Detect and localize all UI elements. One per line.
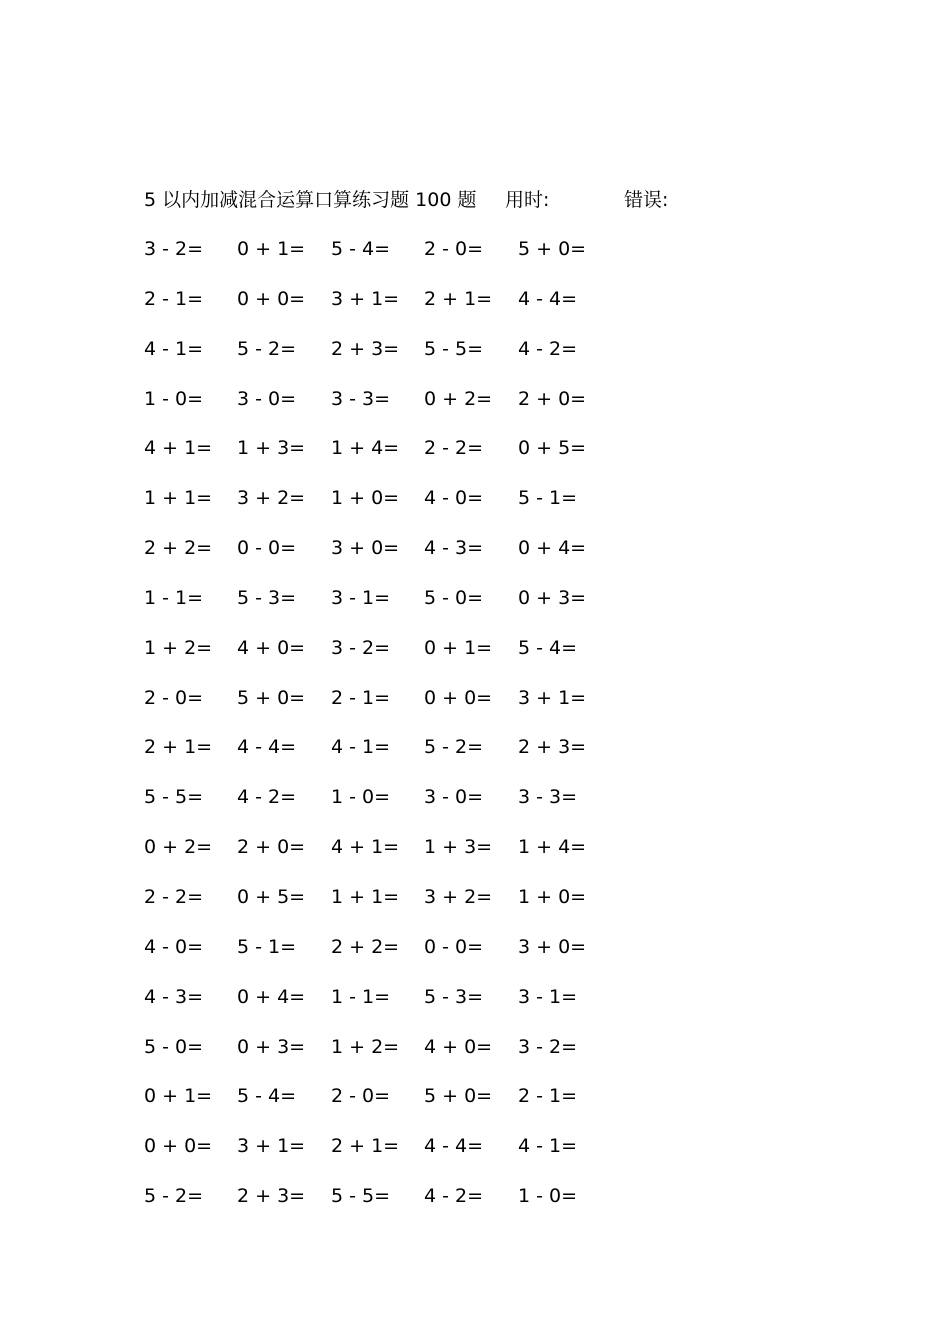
problem-item: 5 - 2= xyxy=(424,736,484,759)
problem-row xyxy=(144,484,644,534)
problem-item: 3 - 2= xyxy=(144,238,204,260)
problem-item: 2 - 0= xyxy=(424,238,484,260)
problem-item: 0 + 0= xyxy=(144,1135,213,1158)
problem-item: 0 + 2= xyxy=(424,387,493,410)
problem-item: 0 + 2= xyxy=(144,836,213,859)
problem-item: 1 + 3= xyxy=(424,836,493,859)
problem-item: 2 + 2= xyxy=(144,537,213,560)
problem-item: 5 - 0= xyxy=(144,1035,204,1058)
problem-item: 5 - 4= xyxy=(237,1085,297,1108)
problem-item: 2 + 1= xyxy=(424,287,493,310)
problem-item: 1 - 1= xyxy=(331,985,391,1008)
problem-item: 3 - 3= xyxy=(331,387,391,410)
problem-item: 5 - 2= xyxy=(144,1185,204,1208)
problem-item: 3 + 1= xyxy=(237,1135,306,1158)
problem-item: 4 - 3= xyxy=(424,537,484,560)
problem-item: 5 + 0= xyxy=(424,1085,493,1108)
problem-item: 3 + 1= xyxy=(331,287,400,310)
problem-item: 3 - 0= xyxy=(237,387,297,410)
problem-item: 1 - 0= xyxy=(331,786,391,809)
errors-label: 错误: xyxy=(624,189,669,211)
problem-item: 2 + 3= xyxy=(518,736,587,759)
problem-row xyxy=(144,235,644,285)
problem-item: 2 + 1= xyxy=(331,1135,400,1158)
problem-row xyxy=(144,335,644,385)
problem-item: 5 - 1= xyxy=(518,487,578,510)
worksheet-title: 5 以内加减混合运算口算练习题 100 题 xyxy=(144,189,477,211)
problem-item: 3 + 0= xyxy=(331,537,400,560)
problem-item: 5 - 5= xyxy=(331,1185,391,1208)
problem-row xyxy=(144,883,644,933)
problem-item: 5 - 4= xyxy=(518,636,578,659)
problem-row xyxy=(144,833,644,883)
problem-item: 3 - 2= xyxy=(518,1035,578,1058)
problem-item: 0 + 5= xyxy=(518,437,587,460)
problem-item: 4 - 0= xyxy=(144,935,204,958)
problem-item: 0 - 0= xyxy=(237,537,297,560)
problem-item: 0 + 3= xyxy=(237,1035,306,1058)
problem-item: 3 + 0= xyxy=(518,935,587,958)
problem-item: 0 + 0= xyxy=(237,287,306,310)
problem-item: 2 + 2= xyxy=(331,935,400,958)
problem-item: 1 - 1= xyxy=(144,586,204,609)
problem-row xyxy=(144,385,644,435)
problem-item: 5 - 4= xyxy=(331,238,391,260)
problem-item: 5 + 0= xyxy=(237,686,306,709)
problem-item: 2 - 1= xyxy=(144,287,204,310)
problem-row xyxy=(144,1182,644,1232)
problem-item: 1 - 0= xyxy=(144,387,204,410)
problem-item: 2 + 0= xyxy=(237,836,306,859)
problem-item: 0 + 1= xyxy=(237,238,306,260)
problem-item: 4 - 2= xyxy=(237,786,297,809)
problem-item: 1 - 0= xyxy=(518,1185,578,1208)
problem-item: 0 + 4= xyxy=(237,985,306,1008)
problem-item: 0 + 1= xyxy=(144,1085,213,1108)
problem-item: 4 + 1= xyxy=(144,437,213,460)
problem-item: 2 + 1= xyxy=(144,736,213,759)
problem-item: 4 + 1= xyxy=(331,836,400,859)
problem-item: 3 + 2= xyxy=(237,487,306,510)
problem-item: 4 - 1= xyxy=(144,337,204,360)
problem-item: 0 + 1= xyxy=(424,636,493,659)
problem-item: 5 - 0= xyxy=(424,586,484,609)
problem-item: 3 - 2= xyxy=(331,636,391,659)
problem-item: 1 + 1= xyxy=(144,487,213,510)
problem-row xyxy=(144,1082,644,1132)
problem-item: 1 + 0= xyxy=(518,885,587,908)
problem-item: 2 + 3= xyxy=(237,1185,306,1208)
problem-item: 5 - 1= xyxy=(237,935,297,958)
problem-item: 5 + 0= xyxy=(518,238,587,260)
problem-item: 4 + 0= xyxy=(237,636,306,659)
problem-item: 0 + 4= xyxy=(518,537,587,560)
problem-item: 2 - 1= xyxy=(331,686,391,709)
problem-item: 0 + 3= xyxy=(518,586,587,609)
problem-item: 2 - 2= xyxy=(144,885,204,908)
problem-row xyxy=(144,733,644,783)
problem-row xyxy=(144,434,644,484)
problem-item: 5 - 3= xyxy=(424,985,484,1008)
problem-item: 1 + 2= xyxy=(144,636,213,659)
problem-item: 5 - 3= xyxy=(237,586,297,609)
problem-item: 4 - 2= xyxy=(424,1185,484,1208)
problem-item: 4 - 1= xyxy=(518,1135,578,1158)
problem-item: 5 - 2= xyxy=(237,337,297,360)
problem-item: 1 + 3= xyxy=(237,437,306,460)
problem-item: 1 + 4= xyxy=(331,437,400,460)
problem-item: 4 - 4= xyxy=(424,1135,484,1158)
problem-item: 0 + 0= xyxy=(424,686,493,709)
problem-row xyxy=(144,1033,644,1083)
problem-item: 4 + 0= xyxy=(424,1035,493,1058)
problem-item: 1 + 2= xyxy=(331,1035,400,1058)
problem-item: 5 - 5= xyxy=(144,786,204,809)
problem-item: 3 - 1= xyxy=(518,985,578,1008)
problem-item: 3 + 2= xyxy=(424,885,493,908)
problem-item: 3 - 0= xyxy=(424,786,484,809)
problem-item: 3 - 1= xyxy=(331,586,391,609)
problem-item: 1 + 1= xyxy=(331,885,400,908)
problem-item: 4 - 0= xyxy=(424,487,484,510)
problem-item: 4 - 3= xyxy=(144,985,204,1008)
problem-item: 1 + 4= xyxy=(518,836,587,859)
problem-item: 0 + 5= xyxy=(237,885,306,908)
problem-item: 2 - 0= xyxy=(144,686,204,709)
problem-row xyxy=(144,983,644,1033)
problem-item: 2 + 3= xyxy=(331,337,400,360)
problem-row xyxy=(144,684,644,734)
problem-item: 2 + 0= xyxy=(518,387,587,410)
problem-row xyxy=(144,584,644,634)
problem-item: 0 - 0= xyxy=(424,935,484,958)
problem-item: 3 + 1= xyxy=(518,686,587,709)
problem-item: 2 - 2= xyxy=(424,437,484,460)
time-label: 用时: xyxy=(505,189,550,211)
problem-item: 2 - 0= xyxy=(331,1085,391,1108)
worksheet-header xyxy=(144,186,844,214)
problem-item: 5 - 5= xyxy=(424,337,484,360)
problem-item: 4 - 2= xyxy=(518,337,578,360)
problem-item: 4 - 1= xyxy=(331,736,391,759)
problem-item: 1 + 0= xyxy=(331,487,400,510)
problem-row xyxy=(144,534,644,584)
problem-item: 2 - 1= xyxy=(518,1085,578,1108)
problem-row xyxy=(144,933,644,983)
problem-row xyxy=(144,1132,644,1182)
problem-row xyxy=(144,634,644,684)
problem-row xyxy=(144,285,644,335)
problem-row xyxy=(144,783,644,833)
problem-item: 4 - 4= xyxy=(237,736,297,759)
problem-item: 3 - 3= xyxy=(518,786,578,809)
problem-grid xyxy=(144,235,644,1232)
problem-item: 4 - 4= xyxy=(518,287,578,310)
